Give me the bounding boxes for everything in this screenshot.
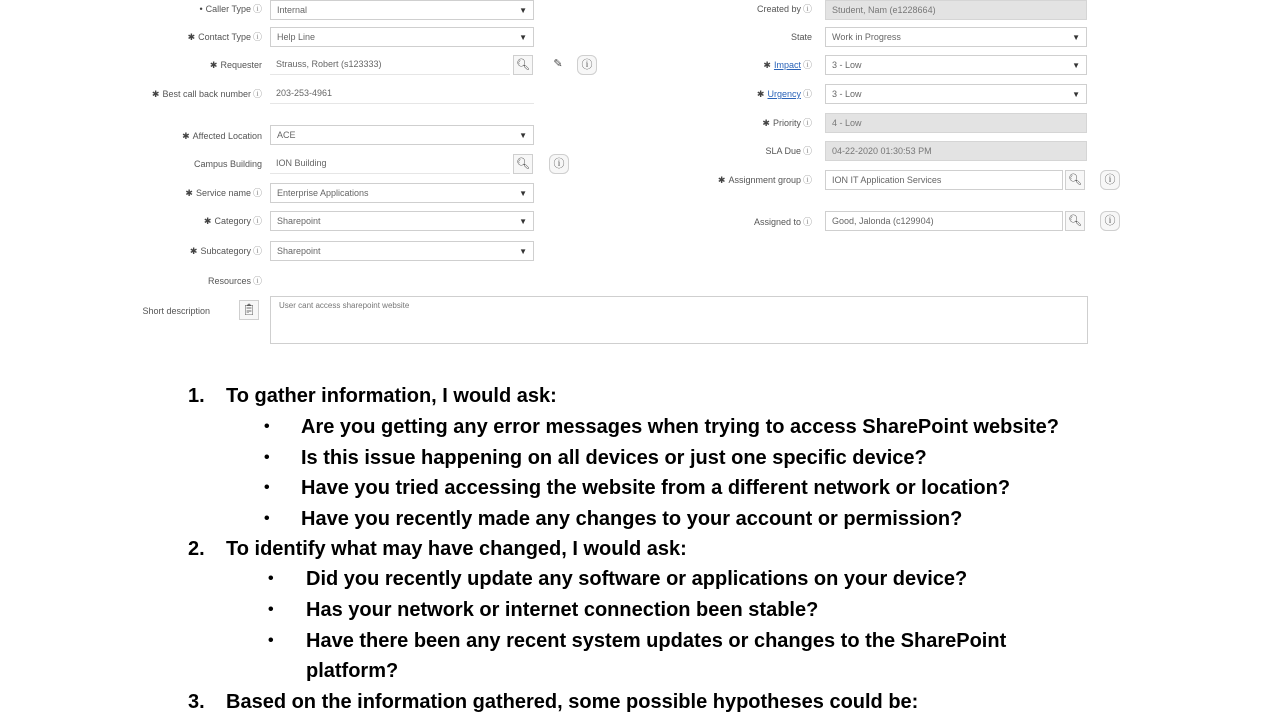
short-description-label: Short description (142, 306, 210, 316)
category-label: ✱ Category ⓘ (203, 216, 262, 226)
info-icon[interactable]: ⓘ (252, 32, 262, 42)
info-icon[interactable]: ⓘ (802, 175, 812, 185)
priority-field: 4 - Low (825, 113, 1087, 133)
chevron-down-icon: ▼ (519, 247, 527, 256)
resources-label: Resources ⓘ (207, 276, 262, 286)
sla-due-label: SLA Due ⓘ (765, 146, 812, 156)
bullet-item: Are you getting any error messages when trying to access SharePoint website? (301, 416, 1060, 438)
search-icon[interactable]: 🔍︎ (1065, 170, 1085, 190)
info-icon[interactable]: ⓘ (802, 217, 812, 227)
info-icon[interactable]: ⓘ (252, 89, 262, 99)
bullet-item: Has your network or internet connection been stable? (306, 599, 819, 621)
chevron-down-icon: ▼ (519, 33, 527, 42)
created-by-label: Created by ⓘ (756, 4, 812, 14)
assignment-group-label: ✱ Assignment group ⓘ (717, 175, 812, 185)
edit-icon[interactable]: ✎ (553, 58, 563, 70)
list-item-heading: To gather information, I would ask: (226, 385, 557, 407)
mandatory-icon: ✱ (717, 175, 726, 185)
impact-label (690, 59, 812, 71)
caller-type-select[interactable]: Internal ▼ (270, 0, 534, 20)
mandatory-icon: ✱ (209, 60, 218, 70)
mandatory-icon: ✱ (187, 32, 196, 42)
bullet-icon: • (264, 418, 270, 435)
category-select[interactable]: Sharepoint ▼ (270, 211, 534, 231)
bullet-icon: • (264, 449, 270, 466)
mandatory-icon: ✱ (762, 118, 770, 128)
requester-field[interactable]: Strauss, Robert (s123333) (270, 55, 510, 75)
chevron-down-icon: ▼ (1072, 33, 1080, 42)
search-icon[interactable]: 🔍︎ (513, 154, 533, 174)
search-icon[interactable]: 🔍︎ (513, 55, 533, 75)
affected-location-label: ✱ Affected Location (182, 131, 262, 141)
info-icon[interactable]: ⓘ (252, 216, 262, 226)
subcategory-select[interactable]: Sharepoint ▼ (270, 241, 534, 261)
campus-building-label: Campus Building (193, 159, 262, 169)
subcategory-label: ✱ Subcategory ⓘ (189, 246, 262, 256)
info-icon[interactable]: ⓘ (802, 89, 812, 99)
list-item-heading: To identify what may have changed, I would ask: (226, 538, 687, 560)
bullet-item: Is this issue happening on all devices or just one specific device? (301, 447, 927, 469)
search-icon[interactable]: 🔍︎ (1065, 211, 1085, 231)
bullet-item: Have you tried accessing the website from a different network or location? (301, 477, 1011, 499)
created-by-field: Student, Nam (e1228664) (825, 0, 1087, 20)
mandatory-icon: ✱ (763, 60, 771, 70)
bullet-item: Have you recently made any changes to your account or permission? (301, 508, 963, 530)
bullet-icon: • (264, 479, 270, 496)
bullet-item-continuation: platform? (306, 660, 399, 682)
chevron-down-icon: ▼ (1072, 90, 1080, 99)
short-description-textarea[interactable]: User cant access sharepoint website (270, 296, 1088, 344)
bullet-icon: • (268, 570, 274, 587)
service-name-label: ✱ Service name ⓘ (185, 188, 262, 198)
chevron-down-icon: ▼ (1072, 61, 1080, 70)
info-icon[interactable]: ⓘ (802, 118, 812, 128)
info-icon[interactable]: ⓘ (802, 4, 812, 14)
contact-type-select[interactable]: Help Line ▼ (270, 27, 534, 47)
chevron-down-icon: ▼ (519, 131, 527, 140)
impact-link[interactable]: Impact (773, 60, 801, 70)
info-circle-icon[interactable]: ⓘ (1100, 211, 1120, 231)
assigned-to-field[interactable]: Good, Jalonda (c129904) (825, 211, 1063, 231)
info-circle-icon[interactable]: ⓘ (549, 154, 569, 174)
urgency-select[interactable]: 3 - Low ▼ (825, 84, 1087, 104)
requester-label: ✱ Requester (209, 60, 262, 70)
info-icon[interactable]: ⓘ (252, 246, 262, 256)
assignment-group-field[interactable]: ION IT Application Services (825, 170, 1063, 190)
mandatory-icon: ✱ (189, 246, 198, 256)
best-call-back-label: ✱ Best call back number ⓘ (151, 89, 262, 99)
bullet-icon: • (268, 601, 274, 618)
sla-due-field: 04-22-2020 01:30:53 PM (825, 141, 1087, 161)
urgency-link[interactable]: Urgency (767, 89, 801, 99)
bullet-icon: • (264, 510, 270, 527)
assigned-to-label: Assigned to ⓘ (753, 217, 812, 227)
info-icon[interactable]: ⓘ (252, 188, 262, 198)
mandatory-icon: ✱ (151, 89, 160, 99)
bullet-item: Did you recently update any software or applications on your device? (306, 568, 968, 590)
info-icon[interactable]: ⓘ (802, 60, 812, 70)
mandatory-icon: ✱ (185, 188, 193, 198)
service-name-select[interactable]: Enterprise Applications ▼ (270, 183, 534, 203)
chevron-down-icon: ▼ (519, 189, 527, 198)
bullet-icon: • (268, 632, 274, 649)
chevron-down-icon: ▼ (519, 217, 527, 226)
caller-type-label: • Caller Type ⓘ (199, 4, 262, 14)
urgency-label (690, 88, 812, 100)
impact-select[interactable]: 3 - Low ▼ (825, 55, 1087, 75)
list-number: 1. (188, 385, 205, 407)
state-select[interactable]: Work in Progress ▼ (825, 27, 1087, 47)
mandatory-icon: ✱ (182, 131, 190, 141)
state-label: State (790, 32, 812, 42)
info-circle-icon[interactable]: ⓘ (577, 55, 597, 75)
mandatory-icon: ✱ (203, 216, 212, 226)
chevron-down-icon: ▼ (519, 6, 527, 15)
list-number: 2. (188, 538, 205, 560)
priority-label: ✱ Priority ⓘ (762, 118, 812, 128)
info-icon[interactable]: ⓘ (252, 4, 262, 14)
clipboard-icon[interactable]: 📋︎ (239, 300, 259, 320)
mandatory-icon: ✱ (756, 89, 765, 99)
best-call-back-field[interactable]: 203-253-4961 (270, 84, 534, 104)
incident-form (0, 0, 1279, 350)
info-icon[interactable]: ⓘ (252, 276, 262, 286)
list-item-heading: Based on the information gathered, some possible hypotheses could be: (226, 691, 919, 713)
campus-building-field[interactable]: ION Building (270, 154, 510, 174)
affected-location-select[interactable]: ACE ▼ (270, 125, 534, 145)
info-icon[interactable]: ⓘ (802, 146, 812, 156)
bullet-item: Have there been any recent system updates or changes to the SharePoint (306, 630, 1007, 652)
contact-type-label: ✱ Contact Type ⓘ (187, 32, 262, 42)
list-number: 3. (188, 691, 205, 713)
info-circle-icon[interactable]: ⓘ (1100, 170, 1120, 190)
